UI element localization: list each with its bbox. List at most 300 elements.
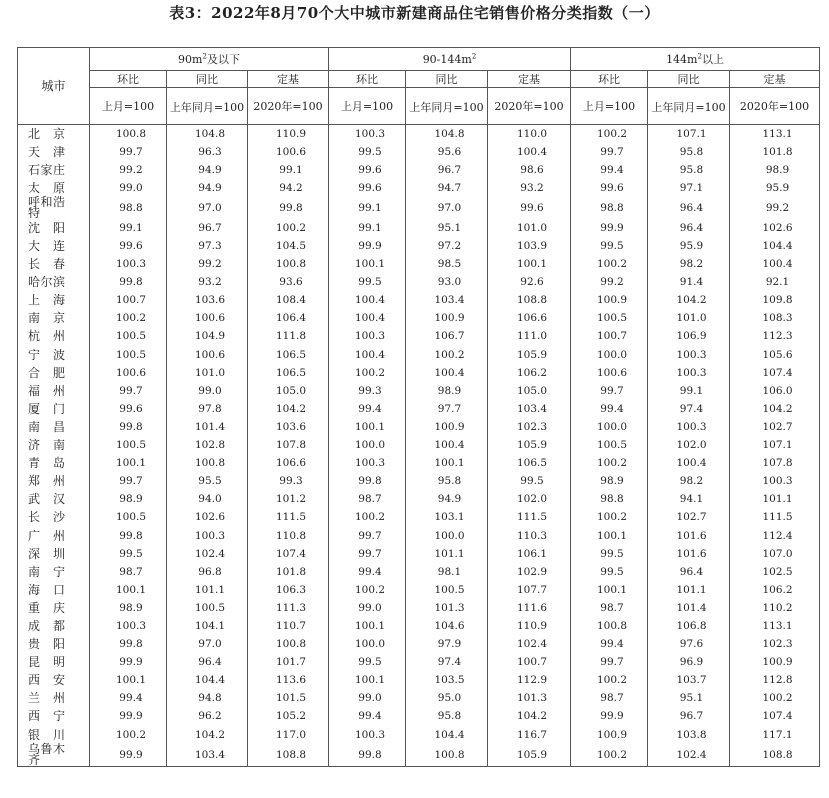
value-cell: 98.5 — [406, 256, 488, 274]
value-cell: 99.1 — [248, 161, 329, 179]
value-cell: 99.0 — [90, 179, 167, 197]
value-cell: 99.9 — [90, 744, 167, 767]
city-cell: 兰州 — [18, 690, 90, 708]
value-cell: 96.4 — [648, 219, 730, 237]
value-cell: 96.7 — [167, 219, 248, 237]
value-cell: 101.6 — [648, 545, 730, 563]
value-cell: 103.9 — [488, 237, 571, 255]
value-cell: 103.5 — [406, 672, 488, 690]
value-cell: 99.5 — [488, 473, 571, 491]
value-cell: 100.4 — [329, 310, 406, 328]
value-cell: 107.4 — [730, 364, 820, 382]
value-cell: 96.2 — [167, 708, 248, 726]
city-cell: 北京 — [18, 125, 90, 144]
value-cell: 100.5 — [571, 437, 648, 455]
value-cell: 100.2 — [248, 219, 329, 237]
city-cell: 深圳 — [18, 545, 90, 563]
city-cell: 西宁 — [18, 708, 90, 726]
value-cell: 96.4 — [167, 654, 248, 672]
city-cell: 宁波 — [18, 346, 90, 364]
value-cell: 99.4 — [329, 400, 406, 418]
value-cell: 98.9 — [571, 473, 648, 491]
city-cell: 长沙 — [18, 509, 90, 527]
city-cell: 济南 — [18, 437, 90, 455]
value-cell: 97.0 — [167, 197, 248, 219]
sub-header-cell: 环比 — [571, 71, 648, 88]
value-cell: 99.8 — [90, 527, 167, 545]
table-row — [18, 563, 820, 581]
value-cell: 112.8 — [730, 672, 820, 690]
value-cell: 106.4 — [248, 310, 329, 328]
value-cell: 102.6 — [730, 219, 820, 237]
value-cell: 94.9 — [167, 179, 248, 197]
value-cell: 103.4 — [488, 400, 571, 418]
value-cell: 110.7 — [248, 617, 329, 635]
value-cell: 101.1 — [167, 581, 248, 599]
value-cell: 94.9 — [167, 161, 248, 179]
value-cell: 98.9 — [406, 382, 488, 400]
group-header-large: $144m^2$以上 — [571, 48, 820, 71]
table-title: 表3：2022年8月70个大中城市新建商品住宅销售价格分类指数（一） — [169, 4, 660, 22]
value-cell: 110.3 — [488, 527, 571, 545]
value-cell: 99.6 — [329, 179, 406, 197]
value-cell: 102.4 — [648, 744, 730, 767]
value-cell: 105.9 — [488, 346, 571, 364]
city-cell: 南京 — [18, 310, 90, 328]
value-cell: 116.7 — [488, 726, 571, 744]
value-cell: 100.9 — [571, 292, 648, 310]
value-cell: 100.3 — [648, 346, 730, 364]
value-cell: 96.9 — [648, 654, 730, 672]
value-cell: 104.8 — [167, 125, 248, 144]
base-header-cell: 2020年=100 — [730, 88, 820, 125]
table-row — [18, 400, 820, 418]
value-cell: 106.1 — [488, 545, 571, 563]
value-cell: 101.6 — [648, 527, 730, 545]
value-cell: 97.8 — [167, 400, 248, 418]
city-cell: 乌鲁木齐 — [18, 744, 90, 767]
value-cell: 99.9 — [90, 708, 167, 726]
value-cell: 100.7 — [571, 328, 648, 346]
value-cell: 94.7 — [406, 179, 488, 197]
table-row — [18, 143, 820, 161]
value-cell: 100.3 — [329, 455, 406, 473]
value-cell: 99.7 — [571, 143, 648, 161]
value-cell: 106.9 — [648, 328, 730, 346]
value-cell: 98.8 — [571, 491, 648, 509]
city-cell: 天津 — [18, 143, 90, 161]
value-cell: 99.0 — [167, 382, 248, 400]
table-row — [18, 382, 820, 400]
value-cell: 100.1 — [571, 581, 648, 599]
value-cell: 102.7 — [648, 509, 730, 527]
value-cell: 117.1 — [730, 726, 820, 744]
value-cell: 99.0 — [329, 599, 406, 617]
city-cell: 西安 — [18, 672, 90, 690]
value-cell: 111.5 — [248, 509, 329, 527]
value-cell: 99.5 — [329, 654, 406, 672]
value-cell: 100.2 — [329, 509, 406, 527]
value-cell: 99.4 — [90, 690, 167, 708]
value-cell: 104.4 — [167, 672, 248, 690]
value-cell: 100.1 — [329, 672, 406, 690]
value-cell: 96.4 — [648, 563, 730, 581]
value-cell: 99.1 — [90, 219, 167, 237]
value-cell: 104.2 — [648, 292, 730, 310]
value-cell: 100.4 — [329, 346, 406, 364]
value-cell: 102.4 — [167, 545, 248, 563]
base-header-row — [18, 88, 820, 125]
value-cell: 110.0 — [488, 125, 571, 144]
value-cell: 106.3 — [248, 581, 329, 599]
value-cell: 100.1 — [329, 418, 406, 436]
value-cell: 104.4 — [730, 237, 820, 255]
value-cell: 103.7 — [648, 672, 730, 690]
value-cell: 100.4 — [488, 143, 571, 161]
value-cell: 102.4 — [488, 636, 571, 654]
value-cell: 108.3 — [730, 310, 820, 328]
value-cell: 100.2 — [571, 744, 648, 767]
value-cell: 99.6 — [90, 237, 167, 255]
value-cell: 99.8 — [329, 744, 406, 767]
value-cell: 108.4 — [248, 292, 329, 310]
city-cell: 南宁 — [18, 563, 90, 581]
value-cell: 99.6 — [329, 161, 406, 179]
value-cell: 99.4 — [571, 400, 648, 418]
value-cell: 100.1 — [329, 256, 406, 274]
value-cell: 94.9 — [406, 491, 488, 509]
value-cell: 99.5 — [329, 143, 406, 161]
table-body — [18, 125, 820, 767]
value-cell: 100.0 — [329, 636, 406, 654]
table-row — [18, 708, 820, 726]
value-cell: 101.7 — [248, 654, 329, 672]
value-cell: 100.1 — [488, 256, 571, 274]
value-cell: 104.1 — [167, 617, 248, 635]
value-cell: 106.5 — [248, 346, 329, 364]
city-cell: 太原 — [18, 179, 90, 197]
value-cell: 101.0 — [488, 219, 571, 237]
value-cell: 100.5 — [406, 581, 488, 599]
value-cell: 99.5 — [329, 274, 406, 292]
city-cell: 呼和浩特 — [18, 197, 90, 219]
value-cell: 99.6 — [488, 197, 571, 219]
value-cell: 109.8 — [730, 292, 820, 310]
value-cell: 95.9 — [730, 179, 820, 197]
value-cell: 99.7 — [90, 382, 167, 400]
table-row — [18, 617, 820, 635]
value-cell: 100.8 — [406, 744, 488, 767]
value-cell: 99.9 — [329, 237, 406, 255]
city-cell: 沈阳 — [18, 219, 90, 237]
value-cell: 100.3 — [90, 617, 167, 635]
table-row — [18, 599, 820, 617]
table-row — [18, 219, 820, 237]
value-cell: 100.0 — [571, 346, 648, 364]
value-cell: 106.0 — [730, 382, 820, 400]
value-cell: 100.8 — [248, 636, 329, 654]
city-cell: 厦门 — [18, 400, 90, 418]
city-cell: 成都 — [18, 617, 90, 635]
value-cell: 102.8 — [167, 437, 248, 455]
value-cell: 100.1 — [90, 581, 167, 599]
value-cell: 100.5 — [90, 328, 167, 346]
table-row — [18, 197, 820, 219]
city-cell: 福州 — [18, 382, 90, 400]
value-cell: 94.0 — [167, 491, 248, 509]
value-cell: 92.6 — [488, 274, 571, 292]
value-cell: 96.8 — [167, 563, 248, 581]
value-cell: 99.4 — [571, 161, 648, 179]
value-cell: 100.8 — [571, 617, 648, 635]
value-cell: 94.8 — [167, 690, 248, 708]
value-cell: 101.5 — [248, 690, 329, 708]
value-cell: 99.4 — [571, 636, 648, 654]
value-cell: 92.1 — [730, 274, 820, 292]
table-row — [18, 672, 820, 690]
value-cell: 98.7 — [571, 690, 648, 708]
value-cell: 100.1 — [90, 455, 167, 473]
value-cell: 100.5 — [90, 509, 167, 527]
value-cell: 105.0 — [488, 382, 571, 400]
base-header-cell: 上年同月=100 — [406, 88, 488, 125]
table-row — [18, 509, 820, 527]
value-cell: 113.1 — [730, 617, 820, 635]
table-row — [18, 491, 820, 509]
value-cell: 100.3 — [329, 328, 406, 346]
value-cell: 107.8 — [248, 437, 329, 455]
value-cell: 100.3 — [329, 125, 406, 144]
value-cell: 108.8 — [730, 744, 820, 767]
value-cell: 102.9 — [488, 563, 571, 581]
value-cell: 99.7 — [329, 527, 406, 545]
value-cell: 98.2 — [648, 256, 730, 274]
value-cell: 98.9 — [90, 599, 167, 617]
value-cell: 103.1 — [406, 509, 488, 527]
value-cell: 99.8 — [248, 197, 329, 219]
table-row — [18, 364, 820, 382]
value-cell: 117.0 — [248, 726, 329, 744]
value-cell: 97.0 — [406, 197, 488, 219]
table-row — [18, 545, 820, 563]
value-cell: 98.8 — [90, 197, 167, 219]
table-row — [18, 161, 820, 179]
value-cell: 99.5 — [571, 563, 648, 581]
value-cell: 100.7 — [488, 654, 571, 672]
value-cell: 107.0 — [730, 545, 820, 563]
value-cell: 108.8 — [488, 292, 571, 310]
group-header-medium: $90-144m^2$ — [329, 48, 571, 71]
value-cell: 102.6 — [167, 509, 248, 527]
city-cell: 合肥 — [18, 364, 90, 382]
value-cell: 100.6 — [90, 364, 167, 382]
value-cell: 106.5 — [488, 455, 571, 473]
value-cell: 97.4 — [406, 654, 488, 672]
value-cell: 104.2 — [167, 726, 248, 744]
table-row — [18, 310, 820, 328]
value-cell: 107.7 — [488, 581, 571, 599]
value-cell: 99.8 — [329, 473, 406, 491]
value-cell: 105.9 — [488, 744, 571, 767]
city-cell: 重庆 — [18, 599, 90, 617]
value-cell: 99.5 — [571, 237, 648, 255]
value-cell: 98.6 — [488, 161, 571, 179]
value-cell: 100.2 — [90, 310, 167, 328]
value-cell: 96.7 — [648, 708, 730, 726]
table-row — [18, 636, 820, 654]
value-cell: 96.7 — [406, 161, 488, 179]
value-cell: 96.4 — [648, 197, 730, 219]
value-cell: 100.6 — [167, 310, 248, 328]
value-cell: 99.9 — [90, 654, 167, 672]
value-cell: 100.9 — [406, 310, 488, 328]
table-row — [18, 237, 820, 255]
sub-header-cell: 定基 — [730, 71, 820, 88]
city-cell: 昆明 — [18, 654, 90, 672]
value-cell: 95.1 — [648, 690, 730, 708]
value-cell: 99.9 — [571, 219, 648, 237]
value-cell: 100.2 — [571, 509, 648, 527]
value-cell: 98.7 — [329, 491, 406, 509]
value-cell: 97.3 — [167, 237, 248, 255]
city-cell: 长春 — [18, 256, 90, 274]
value-cell: 93.2 — [167, 274, 248, 292]
value-cell: 103.6 — [248, 418, 329, 436]
sub-header-cell: 环比 — [329, 71, 406, 88]
value-cell: 103.4 — [167, 744, 248, 767]
value-cell: 95.0 — [406, 690, 488, 708]
city-cell: 广州 — [18, 527, 90, 545]
table-row — [18, 437, 820, 455]
table-row — [18, 346, 820, 364]
value-cell: 100.3 — [167, 527, 248, 545]
value-cell: 97.9 — [406, 636, 488, 654]
value-cell: 100.1 — [406, 455, 488, 473]
sub-header-cell: 同比 — [406, 71, 488, 88]
value-cell: 100.6 — [248, 143, 329, 161]
value-cell: 113.6 — [248, 672, 329, 690]
value-cell: 100.2 — [730, 690, 820, 708]
table-row — [18, 690, 820, 708]
value-cell: 110.2 — [730, 599, 820, 617]
value-cell: 99.5 — [571, 545, 648, 563]
value-cell: 100.1 — [329, 617, 406, 635]
value-cell: 106.6 — [248, 455, 329, 473]
value-cell: 100.2 — [329, 364, 406, 382]
value-cell: 105.2 — [248, 708, 329, 726]
table-row — [18, 527, 820, 545]
value-cell: 95.8 — [406, 708, 488, 726]
value-cell: 100.8 — [90, 125, 167, 144]
city-cell: 上海 — [18, 292, 90, 310]
value-cell: 104.6 — [406, 617, 488, 635]
sub-header-cell: 同比 — [167, 71, 248, 88]
value-cell: 111.3 — [248, 599, 329, 617]
value-cell: 104.4 — [406, 726, 488, 744]
value-cell: 100.2 — [90, 726, 167, 744]
value-cell: 100.0 — [571, 418, 648, 436]
value-cell: 102.0 — [648, 437, 730, 455]
value-cell: 96.3 — [167, 143, 248, 161]
value-cell: 99.2 — [730, 197, 820, 219]
base-header-cell: 2020年=100 — [488, 88, 571, 125]
value-cell: 97.7 — [406, 400, 488, 418]
value-cell: 101.0 — [167, 364, 248, 382]
value-cell: 97.4 — [648, 400, 730, 418]
value-cell: 99.2 — [90, 161, 167, 179]
value-cell: 112.9 — [488, 672, 571, 690]
city-cell: 大连 — [18, 237, 90, 255]
value-cell: 100.4 — [406, 364, 488, 382]
value-cell: 101.8 — [730, 143, 820, 161]
value-cell: 102.7 — [730, 418, 820, 436]
value-cell: 100.5 — [167, 599, 248, 617]
value-cell: 111.5 — [730, 509, 820, 527]
value-cell: 94.2 — [248, 179, 329, 197]
value-cell: 98.7 — [571, 599, 648, 617]
city-cell: 海口 — [18, 581, 90, 599]
value-cell: 110.9 — [248, 125, 329, 144]
city-cell: 青岛 — [18, 455, 90, 473]
value-cell: 100.2 — [571, 672, 648, 690]
value-cell: 100.3 — [90, 256, 167, 274]
base-header-cell: 上年同月=100 — [167, 88, 248, 125]
value-cell: 99.6 — [571, 179, 648, 197]
value-cell: 100.5 — [90, 437, 167, 455]
value-cell: 99.2 — [167, 256, 248, 274]
value-cell: 108.8 — [248, 744, 329, 767]
value-cell: 97.6 — [648, 636, 730, 654]
value-cell: 101.0 — [648, 310, 730, 328]
value-cell: 100.9 — [730, 654, 820, 672]
value-cell: 100.4 — [648, 455, 730, 473]
value-cell: 100.2 — [571, 455, 648, 473]
table-row — [18, 292, 820, 310]
table-row — [18, 726, 820, 744]
value-cell: 100.2 — [329, 581, 406, 599]
value-cell: 98.2 — [648, 473, 730, 491]
base-header-cell: 2020年=100 — [248, 88, 329, 125]
value-cell: 111.8 — [248, 328, 329, 346]
value-cell: 99.1 — [329, 197, 406, 219]
value-cell: 107.4 — [730, 708, 820, 726]
price-index-table — [17, 47, 820, 767]
value-cell: 98.9 — [90, 491, 167, 509]
table-row — [18, 744, 820, 767]
value-cell: 100.3 — [329, 726, 406, 744]
value-cell: 102.5 — [730, 563, 820, 581]
value-cell: 107.1 — [648, 125, 730, 144]
value-cell: 112.4 — [730, 527, 820, 545]
value-cell: 101.4 — [648, 599, 730, 617]
value-cell: 100.9 — [406, 418, 488, 436]
value-cell: 106.5 — [248, 364, 329, 382]
value-cell: 103.6 — [167, 292, 248, 310]
value-cell: 100.0 — [406, 527, 488, 545]
value-cell: 99.1 — [648, 382, 730, 400]
value-cell: 104.8 — [406, 125, 488, 144]
city-cell: 贵阳 — [18, 636, 90, 654]
table-row — [18, 328, 820, 346]
value-cell: 102.0 — [488, 491, 571, 509]
value-cell: 100.2 — [571, 256, 648, 274]
value-cell: 101.1 — [730, 491, 820, 509]
value-cell: 95.8 — [648, 143, 730, 161]
city-cell: 银川 — [18, 726, 90, 744]
value-cell: 100.1 — [571, 527, 648, 545]
value-cell: 95.1 — [406, 219, 488, 237]
value-cell: 101.2 — [248, 491, 329, 509]
